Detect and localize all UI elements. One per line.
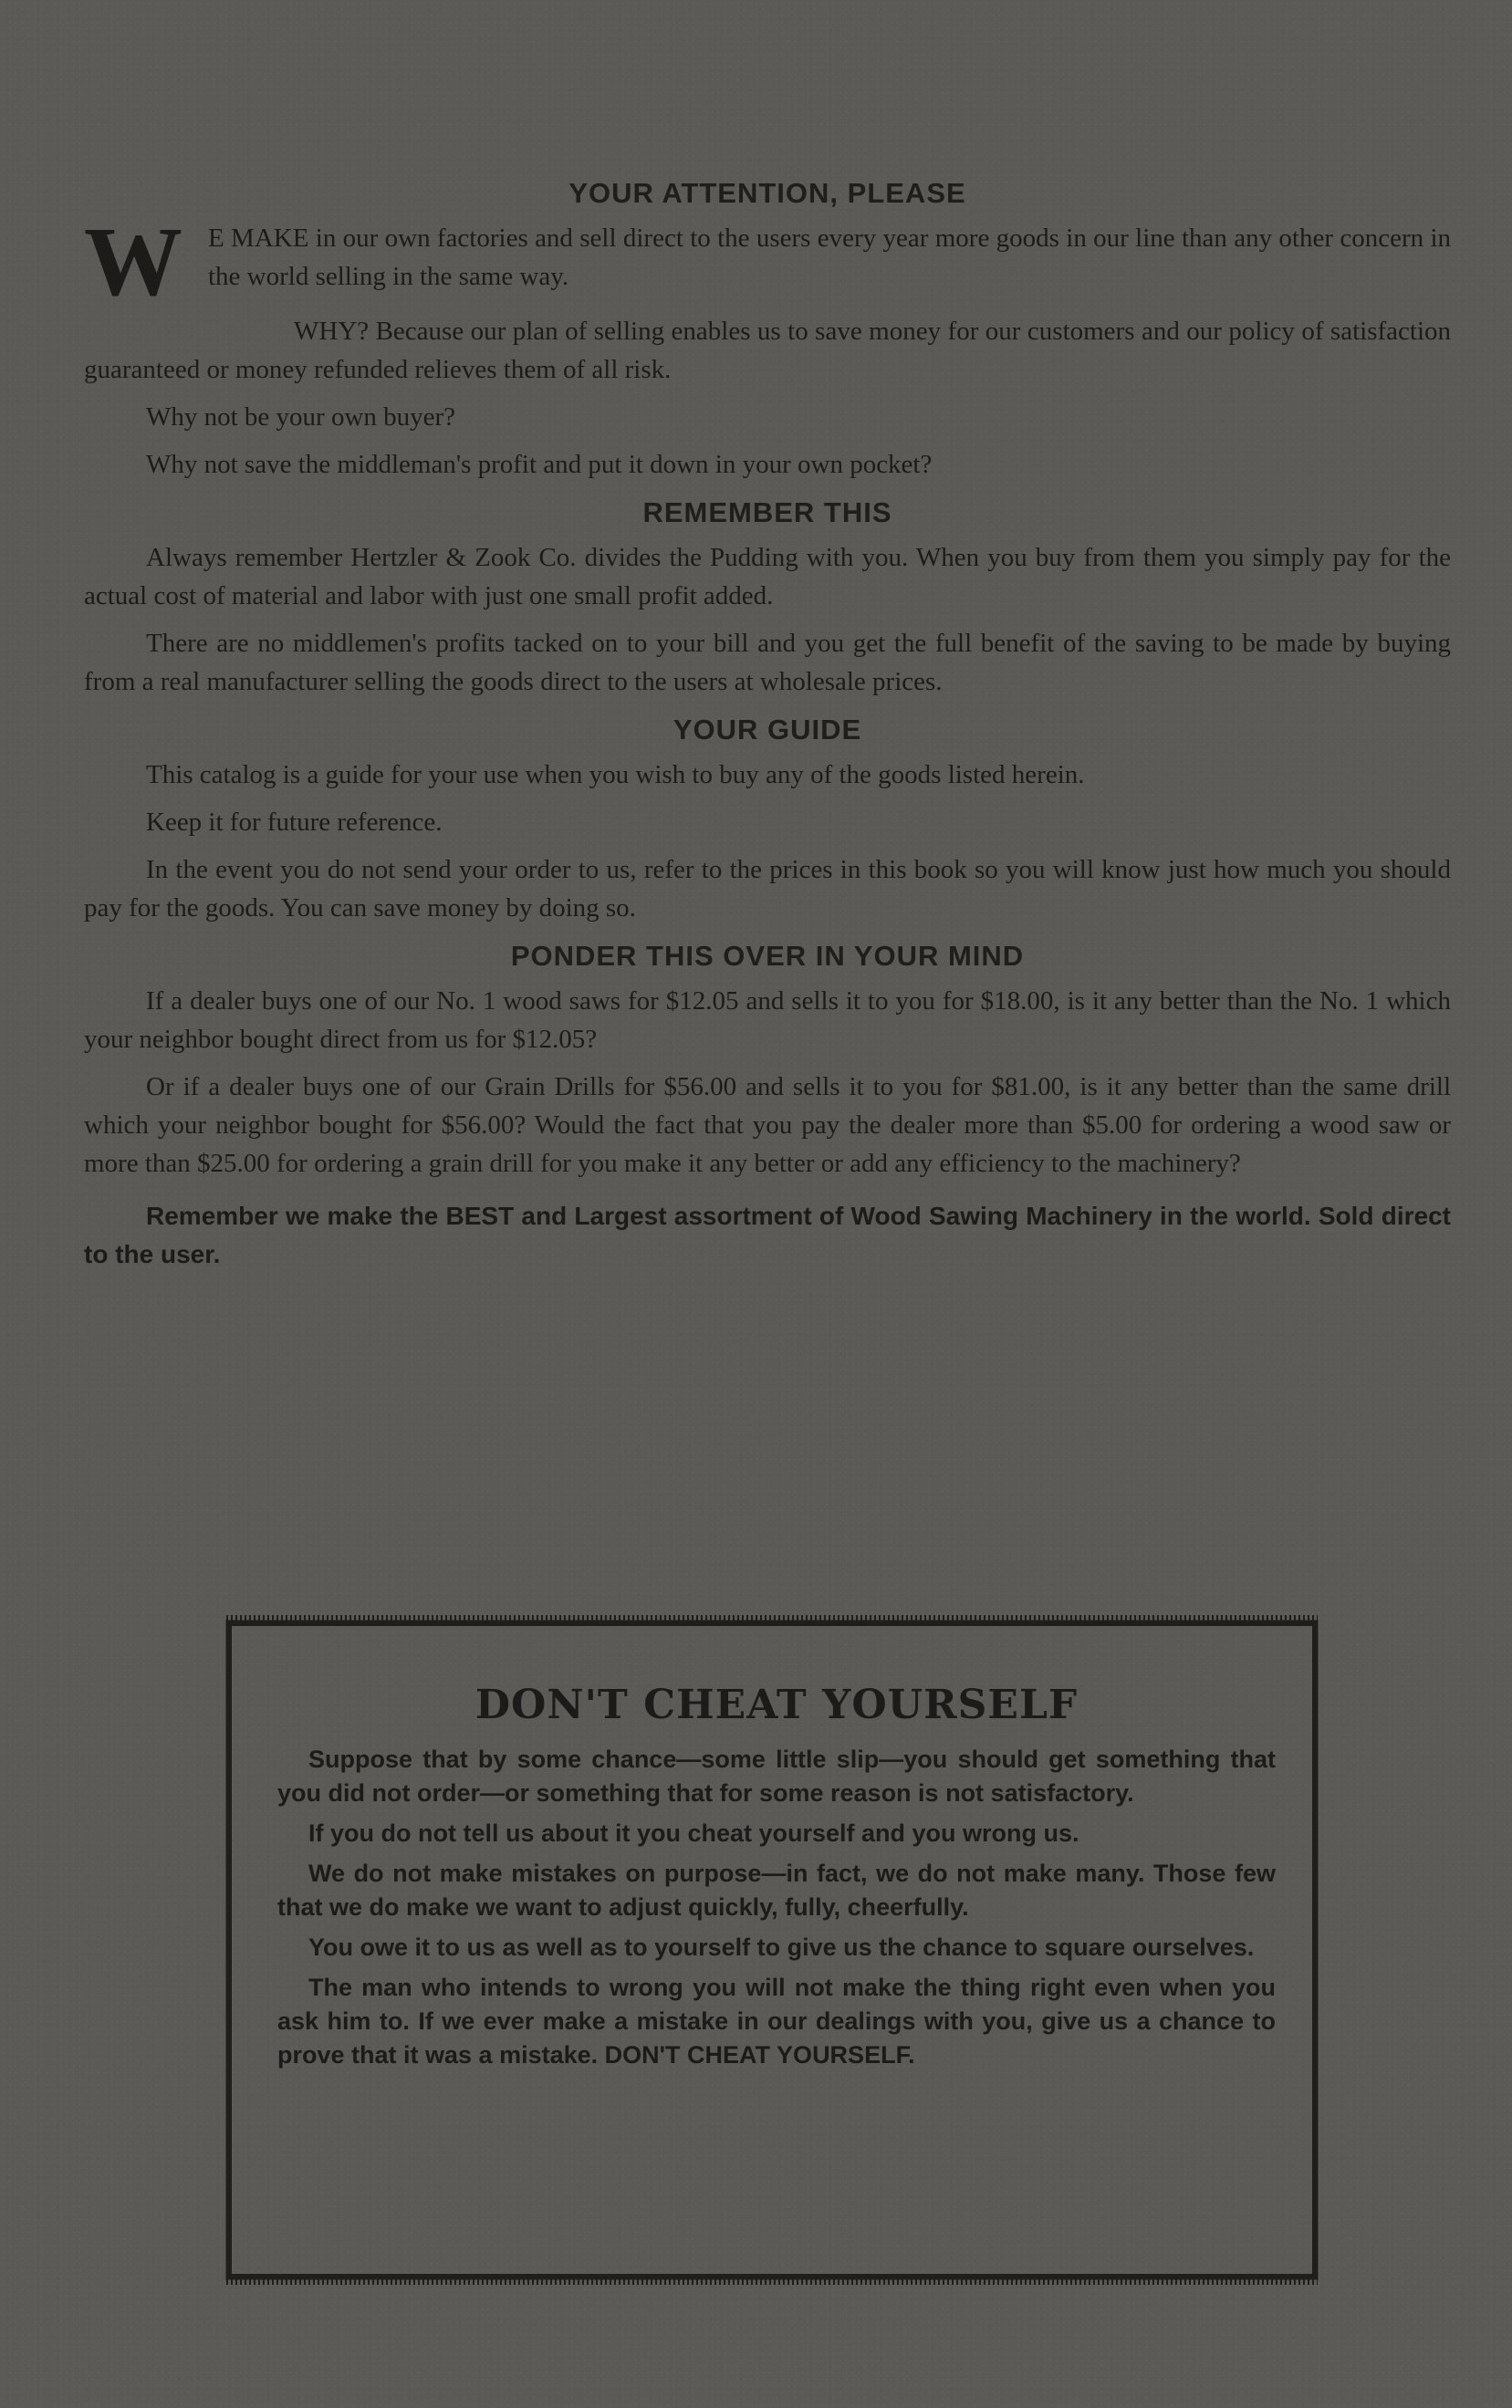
ponder-closing-statement: Remember we make the BEST and Largest assortment of Wood Sawing Machinery in the world. Sold direct to the user.	[84, 1202, 1451, 1268]
guide-paragraph-catalog: This catalog is a guide for your use when you wish to buy any of the goods listed herein.	[146, 760, 1085, 789]
box-paragraph-chance: Suppose that by some chance—some little slip—you should get something that you did not order—or something that for some reason is not satisfactory.	[277, 1746, 1276, 1807]
box-title: DON'T CHEAT YOURSELF	[474, 1682, 1079, 1728]
box-content	[277, 1681, 1276, 2079]
box-paragraph-wrong: The man who intends to wrong you will not make the thing right even when you ask him to. If we ever make a mistake in our dealings with you, give us a chance to prove that it was a mistake. DON'T CHEAT YOURSELF.	[277, 1974, 1276, 2069]
box-paragraph-tell-us: If you do not tell us about it you cheat yourself and you wrong us.	[308, 1819, 1079, 1847]
remember-paragraph-profits: There are no middlemen's profits tacked on to your bill and you get the full benefit of the saving to be made by buying from a real manufacturer selling the goods direct to the users at wholesale prices.	[84, 629, 1451, 696]
attention-paragraph-why: WHY? Because our plan of selling enables us to save money for our customers and our policy of satisfaction guaranteed or money refunded relieves them of all risk.	[84, 317, 1451, 384]
attention-heading: YOUR ATTENTION, PLEASE	[568, 177, 966, 209]
box-paragraph-owe: You owe it to us as well as to yourself to give us the chance to square ourselves.	[308, 1934, 1255, 1961]
guide-paragraph-prices: In the event you do not send your order to us, refer to the prices in this book so you will know just how much you should pay for the goods. You can save money by doing so.	[84, 855, 1451, 923]
guide-paragraph-keep: Keep it for future reference.	[146, 808, 443, 837]
ponder-paragraph-wood-saw: If a dealer buys one of our No. 1 wood saws for $12.05 and sells it to you for $18.00, is it any better than the No. 1 which your neighbor bought direct from us for $12.05?	[84, 986, 1451, 1054]
intro-block	[84, 219, 1451, 305]
box-paragraph-mistakes: We do not make mistakes on purpose—in fact, we do not make many. Those few that we do make we want to adjust quickly, fully, cheerfully.	[277, 1860, 1276, 1921]
catalog-page	[84, 173, 1451, 1283]
attention-paragraph-middleman: Why not save the middleman's profit and put it down in your own pocket?	[146, 450, 933, 479]
guide-heading: YOUR GUIDE	[673, 714, 862, 745]
remember-paragraph-pudding: Always remember Hertzler & Zook Co. divides the Pudding with you. When you buy from them you simply pay for the actual cost of material and labor with just one small profit added.	[84, 543, 1451, 610]
drop-cap: W	[84, 219, 182, 305]
ponder-paragraph-grain-drill: Or if a dealer buys one of our Grain Drills for $56.00 and sells it to you for $81.00, is it any better than the same drill which your neighbor bought for $56.00? Would the fact that you pay the dealer more than $5.00 for ordering a wood saw or more than $25.00 for ordering a grain drill for you make it any better or add any efficiency to the machinery?	[84, 1072, 1451, 1178]
remember-heading: REMEMBER THIS	[642, 496, 892, 528]
dont-cheat-yourself-box	[226, 1621, 1318, 2279]
intro-paragraph: E MAKE in our own factories and sell direct to the users every year more goods in our line than any other concern in the world selling in the same way.	[208, 224, 1451, 291]
ponder-heading: PONDER THIS OVER IN YOUR MIND	[510, 940, 1025, 972]
attention-paragraph-buyer: Why not be your own buyer?	[146, 402, 456, 432]
